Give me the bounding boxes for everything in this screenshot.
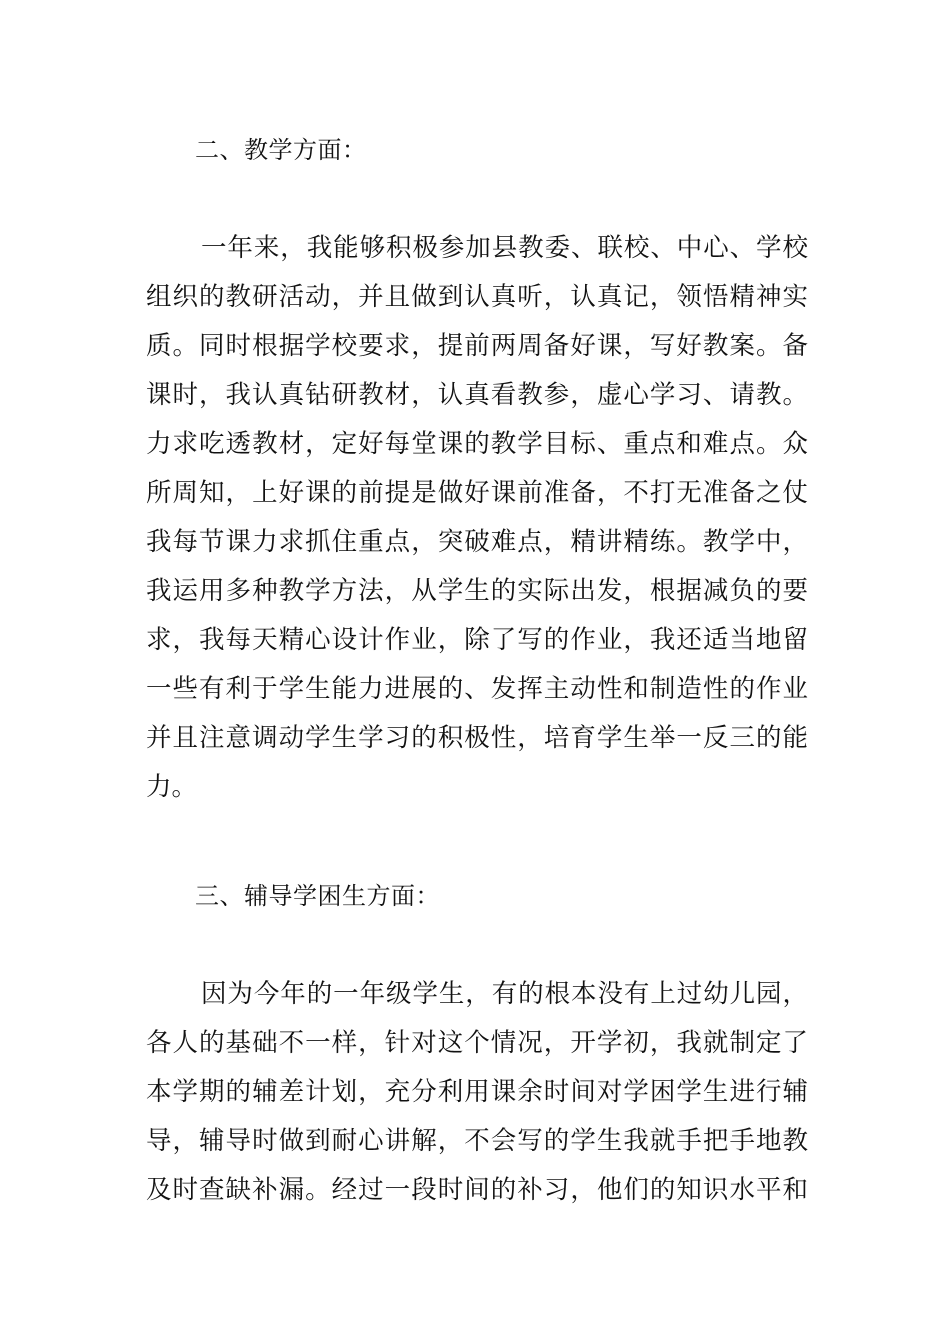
paragraph-line: 一年来，我能够积极参加县教委、联校、中心、学校 (201, 233, 808, 263)
paragraph-line: 我运用多种教学方法，从学生的实际出发，根据减负的要 (146, 576, 808, 606)
paragraph-line: 一些有利于学生能力进展的、发挥主动性和制造性的作业 (146, 674, 808, 704)
paragraph-line: 各人的基础不一样，针对这个情况，开学初，我就制定了 (146, 1028, 808, 1058)
paragraph-line: 求，我每天精心设计作业，除了写的作业，我还适当地留 (146, 625, 808, 655)
paragraph-line: 课时，我认真钻研教材，认真看教参，虚心学习、请教。 (146, 380, 808, 410)
paragraph-line: 并且注意调动学生学习的积极性，培育学生举一反三的能 (146, 723, 808, 753)
paragraph-line: 组织的教研活动，并且做到认真听，认真记，领悟精神实 (146, 282, 808, 312)
paragraph-line: 力求吃透教材，定好每堂课的教学目标、重点和难点。众 (146, 429, 808, 459)
paragraph-line: 本学期的辅差计划，充分利用课余时间对学困学生进行辅 (146, 1077, 808, 1107)
paragraph-line: 导，辅导时做到耐心讲解，不会写的学生我就手把手地教 (146, 1126, 808, 1156)
section-heading-tutoring: 三、辅导学困生方面： (195, 882, 440, 910)
paragraph-line: 因为今年的一年级学生，有的根本没有上过幼儿园， (201, 979, 808, 1009)
paragraph-line: 我每节课力求抓住重点，突破难点，精讲精练。教学中， (146, 527, 808, 557)
paragraph-line: 质。同时根据学校要求，提前两周备好课，写好教案。备 (146, 331, 808, 361)
paragraph-line: 及时查缺补漏。经过一段时间的补习，他们的知识水平和 (146, 1175, 808, 1205)
paragraph-line: 力。 (146, 772, 198, 802)
section-heading-teaching: 二、教学方面： (195, 136, 367, 164)
paragraph-line: 所周知，上好课的前提是做好课前准备，不打无准备之仗 (146, 478, 808, 508)
